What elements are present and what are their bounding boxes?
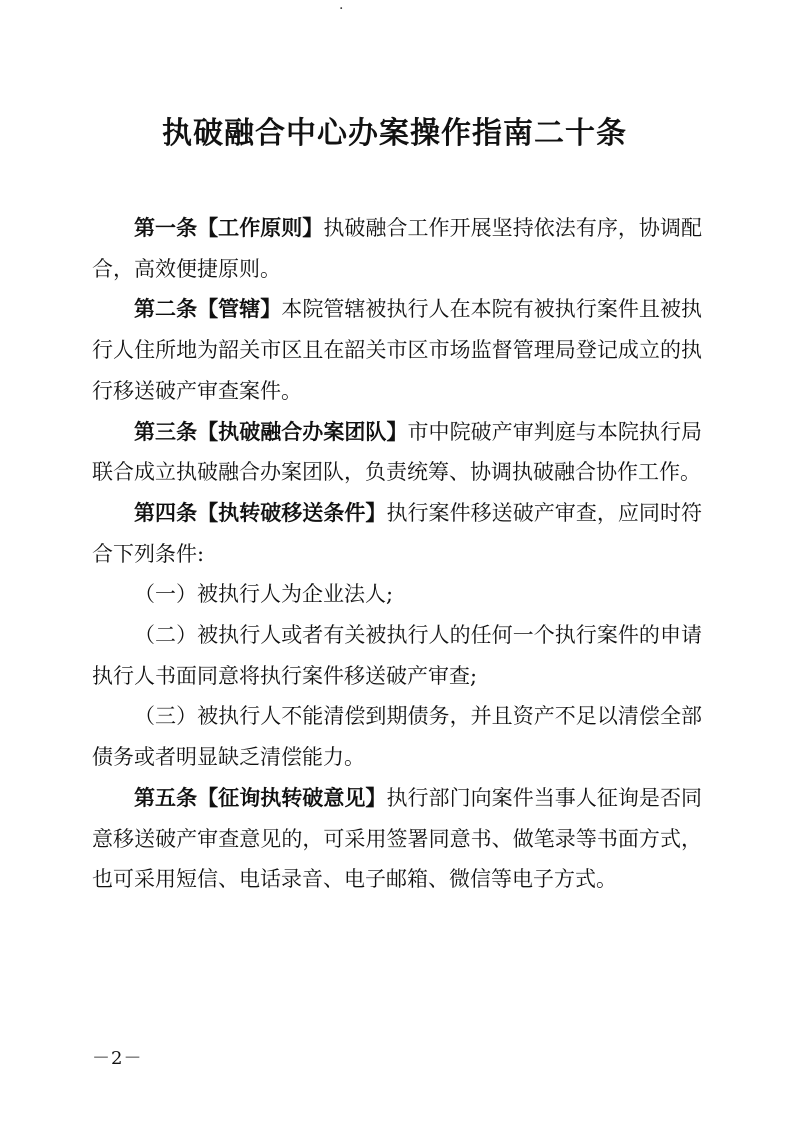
document-body: [92, 208, 702, 900]
article-3-text: 市中院破产审判庭与本院执行局联合成立执破融合办案团队，负责统筹、协调执破融合协作工作。: [92, 419, 702, 485]
article-4-item-2: （二）被执行人或者有关被执行人的任何一个执行案件的申请执行人书面同意将执行案件移送破产审查;: [92, 623, 702, 688]
document-title: 执破融合中心办案操作指南二十条: [162, 116, 627, 151]
article-4-label: 第四条【执转破移送条件】: [134, 499, 387, 525]
page-number: －2－: [92, 1048, 143, 1069]
article-5-label: 第五条【征询执转破意见】: [134, 784, 387, 810]
article-4-text: 执行案件移送破产审查，应同时符合下列条件:: [92, 500, 703, 566]
article-4: [92, 493, 702, 574]
top-mark: ·: [339, 1, 344, 17]
article-2-text: 本院管辖被执行人在本院有被执行案件且被执行人住所地为韶关市区且在韶关市区市场监督管理局登记成立的执行移送破产审查案件。: [92, 297, 703, 403]
article-4-item-3: （三）被执行人不能清偿到期债务，并且资产不足以清偿全部债务或者明显缺乏清偿能力。: [92, 704, 702, 770]
article-1: [92, 208, 702, 289]
article-4-item-1: （一）被执行人为企业法人;: [134, 582, 394, 607]
article-1-label: 第一条【工作原则】: [134, 215, 324, 240]
article-1-text: 执破融合工作开展坚持依法有序，协调配合，高效便捷原则。: [92, 216, 703, 281]
article-5: [92, 778, 702, 900]
article-2: [92, 289, 702, 411]
article-5-text: 执行部门向案件当事人征询是否同意移送破产审查意见的，可采用签署同意书、做笔录等书面方式，也可采用短信、电话录音、电子邮箱、微信等电子方式。: [92, 785, 703, 892]
article-3: [92, 412, 702, 493]
article-2-label: 第二条【管辖】: [134, 296, 282, 322]
article-3-label: 第三条【执破融合办案团队】: [134, 418, 408, 444]
